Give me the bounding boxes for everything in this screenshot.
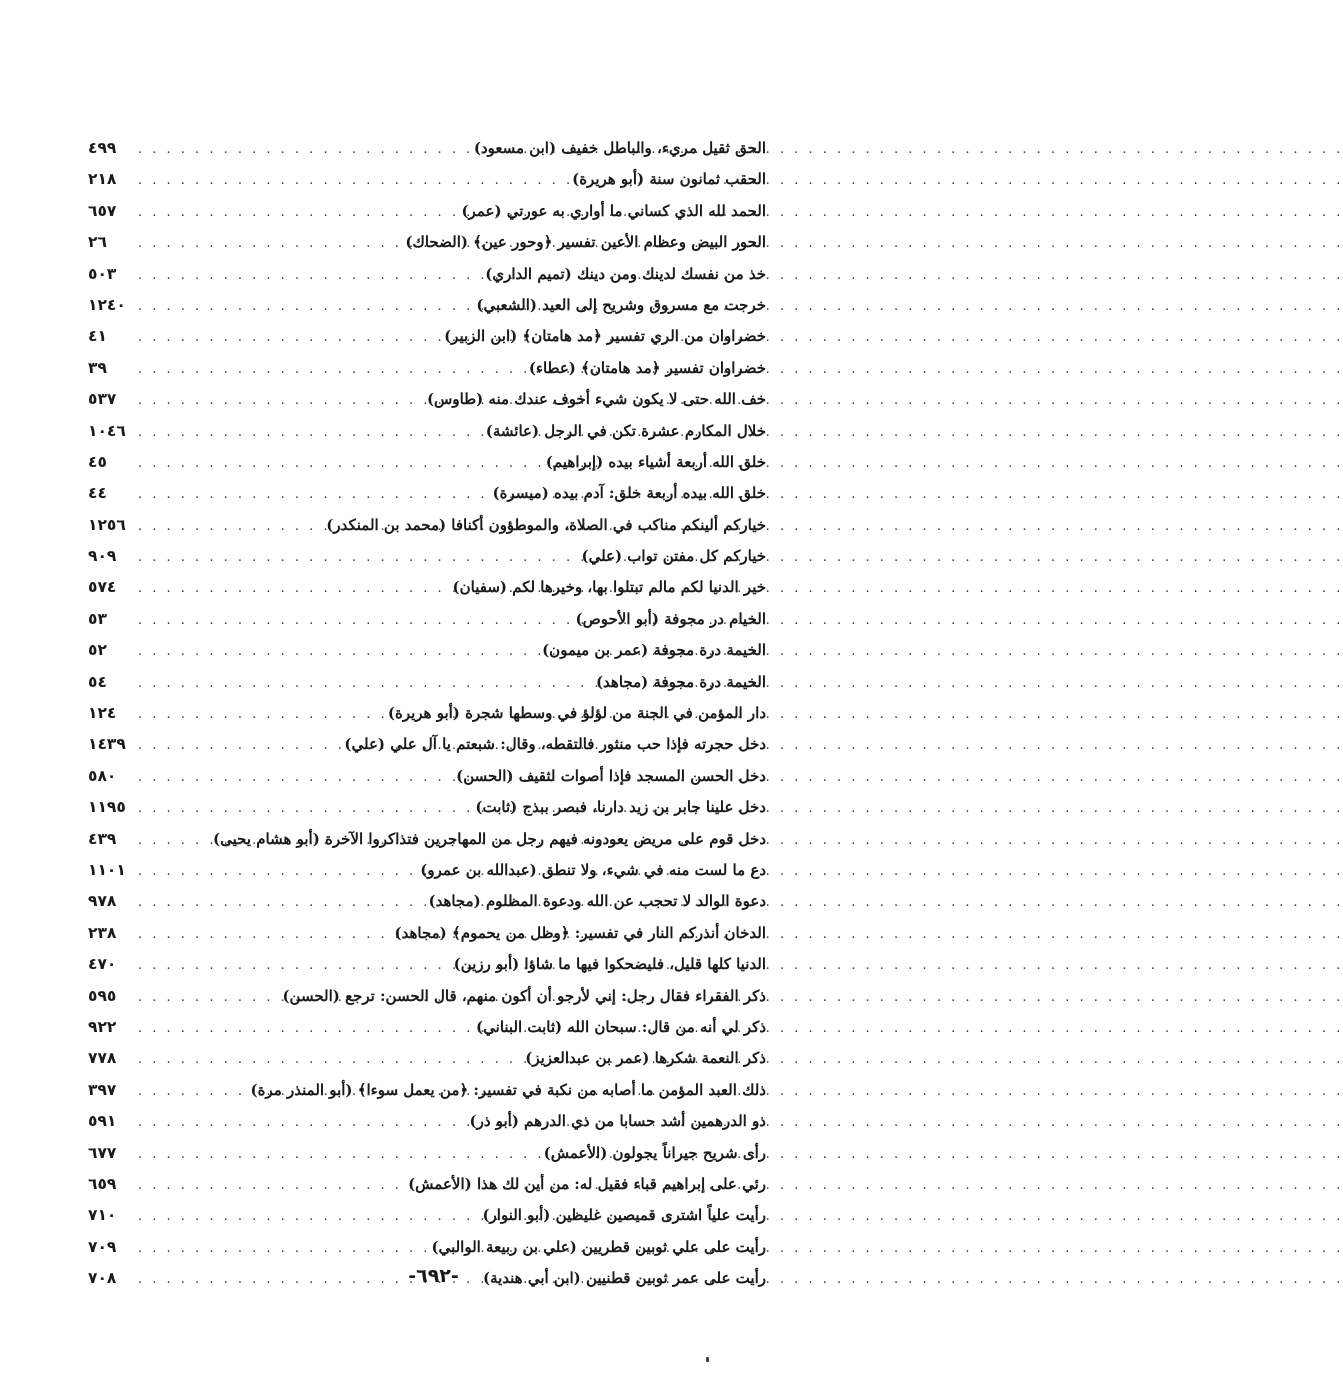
entry-page-number: ٤٥: [88, 452, 107, 471]
dot-leader: [138, 950, 448, 981]
entry-text: دخل الحسن المسجد فإذا أصوات لثقيف (الحسن): [456, 766, 766, 785]
index-entry: [88, 792, 766, 823]
scan-speck: [706, 1357, 709, 1362]
entry-page-number: ٦٥٩: [88, 1174, 117, 1193]
index-entry: [88, 1043, 766, 1074]
dot-leader: [138, 887, 422, 918]
entry-page-number: ٥٩٥: [88, 986, 117, 1005]
entry-text: ذكر الفقراء فقال رجل: إني لأرجو أن أكون منهم، قال الحسن: ترجع (الحسن): [282, 986, 766, 1005]
index-entry: [88, 447, 766, 478]
entry-page-number: ٤٤: [88, 484, 107, 503]
entry-page-number: ٩٧٨: [88, 892, 117, 911]
dot-leader: [138, 1201, 476, 1232]
entry-text: خرجت مع مسروق وشريح إلى العيد (الشعبي): [476, 295, 766, 314]
entry-text: خير الدنيا لكم مالم تبتلوا بها، وخيرها لكم (سفيان): [452, 578, 766, 597]
entry-text: الخيام در مجوفة (أبو الأحوص): [575, 609, 766, 628]
entry-page-number: ١١٠١: [88, 860, 126, 879]
dot-leader: [138, 322, 438, 353]
dot-leader: [138, 1076, 245, 1107]
entry-text: خلق الله بيده أربعة خلق: آدم بيده (ميسرة): [492, 484, 766, 503]
index-entry: [88, 604, 766, 635]
entry-text: رئي على إبراهيم قباء فقيل له: من أين لك هذا (الأعمش): [408, 1174, 766, 1193]
dot-leader: [138, 825, 207, 856]
index-entry: [88, 1169, 766, 1200]
dot-leader: [138, 1139, 538, 1170]
entry-page-number: ١٤٣٩: [88, 735, 126, 754]
index-entry: [88, 478, 766, 509]
entry-page-number: ٥٨٠: [88, 766, 117, 785]
index-entry: [88, 667, 766, 698]
dot-leader: [138, 479, 487, 510]
index-entry: [88, 259, 766, 290]
entry-page-number: ٣٩: [88, 358, 107, 377]
dot-leader: [138, 605, 570, 636]
index-entry: [88, 321, 766, 352]
entry-page-number: ٢١٨: [88, 170, 117, 189]
dot-leader: [138, 134, 468, 165]
entry-text: رأيت على علي ثوبين قطريين (علي بن ربيعة الوالبي): [431, 1237, 766, 1256]
entry-text: الحمد لله الذي كساني ما أواري به عورتي (عمر): [461, 201, 766, 220]
entry-text: خياركم ألينكم مناكب في الصلاة، والموطؤون أكنافا (محمد بن المنكدر): [326, 515, 766, 534]
dot-leader: [138, 1107, 464, 1138]
entry-page-number: ٤٣٩: [88, 829, 117, 848]
index-entry: [88, 384, 766, 415]
dot-leader: [138, 542, 575, 573]
index-entry: [88, 164, 766, 195]
entry-page-number: ٤١: [88, 327, 107, 346]
index-entry: [88, 886, 766, 917]
entry-text: الخيمة درة مجوفة (عمر بن ميمون): [542, 641, 766, 660]
index-entry: [88, 949, 766, 980]
entry-page-number: ١٢٥٦: [88, 515, 126, 534]
entry-page-number: ١٢٤: [88, 704, 117, 723]
index-entry: [88, 196, 766, 227]
dot-leader: [138, 385, 421, 416]
entry-page-number: ٥٩١: [88, 1112, 117, 1131]
entry-text: الحق ثقيل مريء، والباطل خفيف (ابن مسعود): [473, 139, 766, 157]
entry-page-number: ١٢٤٠: [88, 295, 126, 314]
index-entry: [88, 227, 766, 258]
index-entry: [88, 824, 766, 855]
entry-page-number: ٧٧٨: [88, 1049, 117, 1068]
dot-leader: [138, 856, 414, 887]
index-entry: [88, 133, 766, 164]
dot-leader: [138, 699, 382, 730]
index-entry: [88, 510, 766, 541]
dot-leader: [138, 1233, 425, 1264]
index-entry: [88, 981, 766, 1012]
index-entry: [88, 290, 766, 321]
dot-leader: [138, 1044, 519, 1075]
entry-text: خف الله حتى لا يكون شيء أخوف عندك منه (طاوس): [426, 390, 766, 409]
dot-leader: [138, 730, 338, 761]
entry-page-number: ٦٥٧: [88, 201, 117, 220]
dot-leader: [138, 1013, 470, 1044]
entry-page-number: ١١٩٥: [88, 798, 126, 817]
entry-text: دار المؤمن في الجنة من لؤلؤ في وسطها شجرة (أبو هريرة): [387, 704, 766, 723]
entry-text: خياركم كل مفتن تواب (علي): [581, 547, 766, 566]
index-entry: [88, 1200, 766, 1231]
entry-text: ذكر لي أنه من قال: سبحان الله (ثابت البناني): [476, 1017, 766, 1036]
entry-page-number: ٢٣٨: [88, 923, 117, 942]
dot-leader: [138, 197, 455, 228]
entry-page-number: ٣٩٧: [88, 1080, 117, 1099]
dot-leader: [138, 448, 540, 479]
entry-page-number: ٤٩٩: [88, 139, 117, 157]
index-entry: [88, 1075, 766, 1106]
entry-page-number: ١٠٤٦: [88, 421, 126, 440]
entry-text: رأى شريح جيراناً يجولون (الأعمش): [543, 1143, 766, 1162]
index-entry: [88, 353, 766, 384]
entry-text: الخيمة درة مجوفة (مجاهد): [595, 672, 766, 691]
index-list: [88, 133, 766, 1294]
index-entry: [88, 541, 766, 572]
index-entry: [88, 1106, 766, 1137]
entry-text: ذو الدرهمين أشد حسابا من ذي الدرهم (أبو ذر): [469, 1112, 766, 1131]
dot-leader: [138, 417, 480, 448]
entry-text: خضراوان تفسير ﴿مد هامتان﴾ (عطاء): [528, 358, 766, 377]
dot-leader: [138, 1170, 402, 1201]
entry-text: الدنيا كلها قليل، فليضحكوا فيها ما شاؤا (أبو رزين): [453, 955, 766, 974]
entry-text: ذكر النعمة شكرها (عمر بن عبدالعزيز): [525, 1049, 766, 1068]
entry-page-number: ٥٢: [88, 641, 107, 660]
entry-page-number: ٧١٠: [88, 1206, 117, 1225]
index-entry: [88, 416, 766, 447]
dot-leader: [138, 793, 469, 824]
entry-text: دعوة الوالد لا تحجب عن الله ودعوة المظلوم (مجاهد): [428, 892, 766, 911]
entry-text: دخل حجرته فإذا حب منثور فالتقطه، وقال: شبعتم يا آل علي (علي): [344, 735, 766, 754]
entry-page-number: ٤٧٠: [88, 955, 117, 974]
index-entry: [88, 635, 766, 666]
dot-leader: [138, 573, 447, 604]
entry-page-number: ٢٦: [88, 233, 107, 252]
index-entry: [88, 698, 766, 729]
dot-leader: [138, 228, 399, 259]
entry-text: الدخان أنذركم النار في تفسير: ﴿وظل من يحموم﴾ (مجاهد): [394, 923, 766, 942]
index-entry: [88, 572, 766, 603]
index-entry: [88, 1012, 766, 1043]
entry-page-number: ٥٣٧: [88, 390, 117, 409]
index-entry: [88, 761, 766, 792]
page-number: -٦٩٢-: [408, 1265, 459, 1287]
entry-page-number: ٥٤: [88, 672, 107, 691]
dot-leader: [138, 668, 590, 699]
dot-leader: [138, 291, 470, 322]
index-entry: [88, 855, 766, 886]
entry-text: ذلك العبد المؤمن ما أصابه من نكبة في تفسير: ﴿من يعمل سوءا﴾ (أبو المنذر مرة): [250, 1080, 766, 1099]
entry-page-number: ٦٧٧: [88, 1143, 117, 1162]
entry-page-number: ٧٠٩: [88, 1237, 117, 1256]
entry-text: رأيت على عمر ثوبين قطنيين (ابن أبي هندية): [482, 1269, 766, 1288]
entry-page-number: ٩٠٩: [88, 547, 117, 566]
dot-leader: [138, 636, 536, 667]
dot-leader: [138, 354, 523, 385]
entry-page-number: ٩٢٢: [88, 1017, 117, 1036]
entry-text: خلال المكارم عشرة تكن في الرجل (عائشة): [485, 421, 766, 440]
entry-text: رأيت علياً اشترى قميصين غليظين (أبو النوار): [482, 1206, 766, 1225]
entry-page-number: ٥٠٣: [88, 264, 117, 283]
index-entry: [88, 1138, 766, 1169]
index-entry: [88, 729, 766, 760]
entry-text: الحور البيض وعظام الأعين تفسير ﴿وحور عين﴾ (الضحاك): [405, 233, 766, 252]
dot-leader: [138, 260, 479, 291]
entry-text: دع ما لست منه في شيء، ولا تنطق (عبدالله بن عمرو): [420, 860, 766, 879]
entry-text: الحقب ثمانون سنة (أبو هريرة): [572, 170, 766, 189]
index-entry: [88, 1232, 766, 1263]
entry-page-number: ٧٠٨: [88, 1269, 117, 1288]
entry-text: دخل قوم على مريض يعودونه فيهم رجل من المهاجرين فتذاكروا الآخرة (أبو هشام يحيى): [213, 829, 766, 848]
dot-leader: [138, 165, 566, 196]
index-entry: [88, 918, 766, 949]
entry-text: خلق الله أربعة أشياء بيده (إبراهيم): [545, 452, 766, 471]
dot-leader: [138, 919, 389, 950]
dot-leader: [138, 762, 450, 793]
entry-text: دخل علينا جابر بن زيد دارنا، فبصر ببذج (ثابت): [475, 798, 766, 817]
dot-leader: [138, 982, 276, 1013]
entry-text: خذ من نفسك لدينك ومن دينك (تميم الداري): [485, 264, 766, 283]
entry-page-number: ٥٧٤: [88, 578, 117, 597]
entry-text: خضراوان من الري تفسير ﴿مد هامتان﴾ (ابن الزبير): [444, 327, 766, 346]
entry-page-number: ٥٣: [88, 609, 107, 628]
dot-leader: [138, 511, 320, 542]
